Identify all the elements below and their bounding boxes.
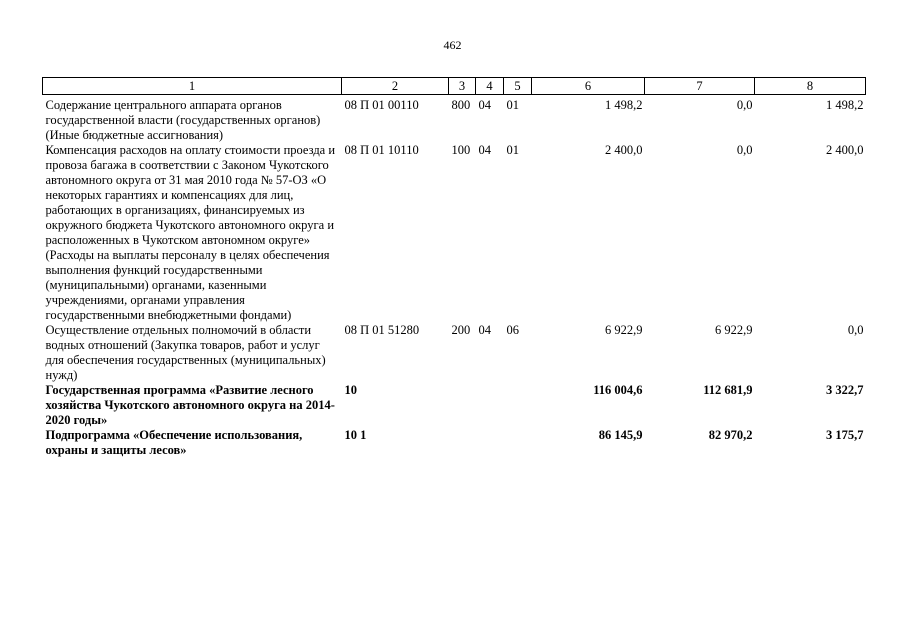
table-row-subprogram (43, 428, 866, 458)
row-name: Государственная программа «Развитие лесного хозяйства Чукотского автономного округа на 2014-2020 годы» (45, 383, 335, 427)
row-value-6: 116 004,6 (593, 383, 643, 397)
row-col-5: 01 (506, 143, 519, 157)
row-value-7: 0,0 (736, 143, 753, 157)
row-name: Компенсация расходов на оплату стоимости проезда и провоза багажа в соответствии с Законом Чукотского автономного округа от 31 мая 2010 года № 57-ОЗ «О некоторых гарантиях и компенсациях для лиц, работающих в организациях, финансируемых из окружного бюджета Чукотского автономного округа и расположенных в Чукотском автономном округе» (Расходы на выплаты персоналу в целях обеспечения выполнения функций государственными (муниципальными) органами, казенными учреждениями, органами управления государственными внебюджетными фондами) (45, 143, 336, 322)
row-code: 08 П 01 10110 (344, 143, 419, 157)
row-name: Осуществление отдельных полномочий в области водных отношений (Закупка товаров, работ и услуг для обеспечения государственных (муниципальных) нужд) (45, 323, 326, 382)
row-value-6: 1 498,2 (605, 98, 643, 112)
row-col-3: 800 (451, 98, 471, 112)
table-row (43, 95, 866, 144)
header-col-6: 6 (532, 78, 645, 95)
header-row (43, 78, 866, 95)
row-col-3: 100 (451, 143, 471, 157)
header-col-7: 7 (645, 78, 755, 95)
row-code: 10 (344, 383, 357, 397)
row-code: 08 П 01 00110 (344, 98, 419, 112)
row-col-5: 06 (506, 323, 519, 337)
header-col-8: 8 (755, 78, 866, 95)
row-col-3 (449, 383, 476, 428)
table-row-program (43, 383, 866, 428)
row-col-4: 04 (478, 98, 491, 112)
row-value-7: 112 681,9 (703, 383, 753, 397)
row-col-3 (449, 428, 476, 458)
row-col-4 (476, 428, 504, 458)
header-col-3: 3 (449, 78, 476, 95)
row-code: 08 П 01 51280 (344, 323, 420, 337)
row-value-8: 3 175,7 (826, 428, 864, 442)
header-col-1: 1 (43, 78, 342, 95)
row-value-7: 82 970,2 (708, 428, 753, 442)
row-value-6: 86 145,9 (598, 428, 643, 442)
row-col-4: 04 (478, 143, 491, 157)
table-row (43, 323, 866, 383)
page-number: 462 (443, 38, 462, 52)
row-value-6: 2 400,0 (605, 143, 643, 157)
row-value-8: 3 322,7 (826, 383, 864, 397)
header-col-4: 4 (476, 78, 504, 95)
row-col-4: 04 (478, 323, 491, 337)
header-col-5: 5 (504, 78, 532, 95)
row-value-8: 0,0 (847, 323, 864, 337)
row-col-4 (476, 383, 504, 428)
table-row (43, 143, 866, 323)
header-col-2: 2 (342, 78, 449, 95)
row-value-8: 1 498,2 (826, 98, 864, 112)
row-value-7: 6 922,9 (715, 323, 753, 337)
row-value-8: 2 400,0 (826, 143, 864, 157)
row-col-5 (504, 383, 532, 428)
row-name: Подпрограмма «Обеспечение использования, охраны и защиты лесов» (45, 428, 303, 457)
row-col-5 (504, 428, 532, 458)
row-name: Содержание центрального аппарата органов государственной власти (государственных органов) (Иные бюджетные ассигнования) (45, 98, 321, 142)
row-code: 10 1 (344, 428, 367, 442)
row-col-3: 200 (451, 323, 471, 337)
budget-table (42, 77, 866, 458)
row-col-5: 01 (506, 98, 519, 112)
row-value-7: 0,0 (736, 98, 753, 112)
row-value-6: 6 922,9 (605, 323, 643, 337)
